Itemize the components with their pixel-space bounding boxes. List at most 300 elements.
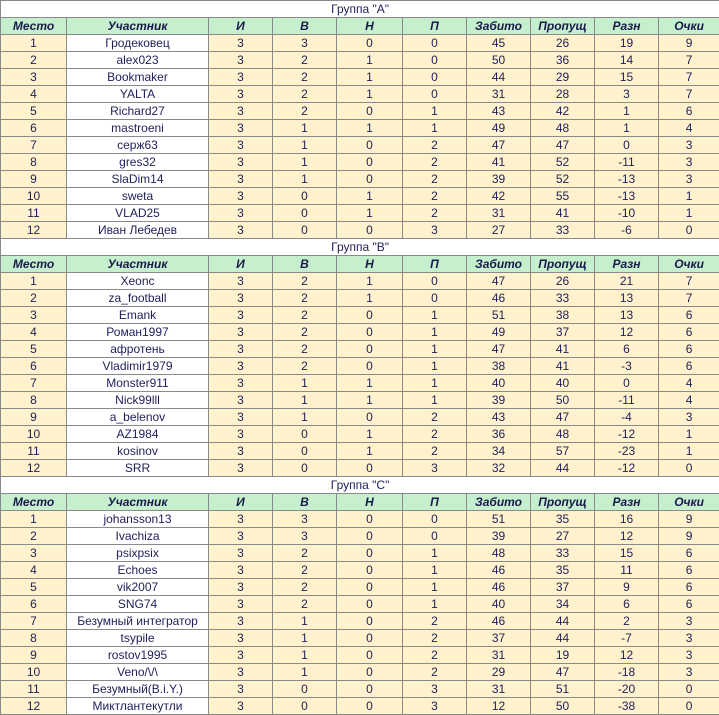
cell-participant: alex023: [67, 52, 209, 69]
cell-points: 7: [659, 273, 719, 290]
cell-won: 0: [273, 443, 337, 460]
cell-conceded: 48: [531, 120, 595, 137]
cell-place: 1: [1, 35, 67, 52]
cell-conceded: 51: [531, 681, 595, 698]
cell-conceded: 44: [531, 460, 595, 477]
cell-scored: 51: [467, 307, 531, 324]
table-row: [1, 511, 719, 528]
cell-lost: 2: [403, 647, 467, 664]
column-header-diff: Разн: [595, 494, 659, 511]
cell-place: 2: [1, 52, 67, 69]
cell-diff: 12: [595, 528, 659, 545]
column-header-conceded: Пропущ: [531, 494, 595, 511]
cell-played: 3: [209, 579, 273, 596]
cell-scored: 47: [467, 273, 531, 290]
table-row: [1, 426, 719, 443]
cell-diff: -6: [595, 222, 659, 239]
cell-place: 3: [1, 545, 67, 562]
cell-diff: -18: [595, 664, 659, 681]
cell-played: 3: [209, 647, 273, 664]
cell-conceded: 47: [531, 664, 595, 681]
column-header-participant: Участник: [67, 18, 209, 35]
cell-place: 9: [1, 647, 67, 664]
cell-drawn: 1: [337, 69, 403, 86]
cell-points: 3: [659, 154, 719, 171]
table-row: [1, 630, 719, 647]
cell-won: 2: [273, 52, 337, 69]
cell-played: 3: [209, 545, 273, 562]
cell-diff: 6: [595, 596, 659, 613]
cell-drawn: 0: [337, 324, 403, 341]
cell-lost: 2: [403, 188, 467, 205]
cell-scored: 31: [467, 647, 531, 664]
cell-played: 3: [209, 443, 273, 460]
column-header-won: В: [273, 18, 337, 35]
cell-diff: 9: [595, 579, 659, 596]
cell-participant: rostov1995: [67, 647, 209, 664]
table-row: [1, 69, 719, 86]
cell-conceded: 28: [531, 86, 595, 103]
cell-drawn: 0: [337, 341, 403, 358]
cell-won: 0: [273, 188, 337, 205]
cell-place: 7: [1, 613, 67, 630]
cell-points: 1: [659, 205, 719, 222]
cell-conceded: 50: [531, 392, 595, 409]
cell-conceded: 47: [531, 137, 595, 154]
cell-won: 2: [273, 86, 337, 103]
cell-participant: za_football: [67, 290, 209, 307]
cell-participant: sweta: [67, 188, 209, 205]
cell-lost: 2: [403, 664, 467, 681]
cell-played: 3: [209, 460, 273, 477]
table-row: [1, 86, 719, 103]
cell-lost: 1: [403, 120, 467, 137]
cell-played: 3: [209, 137, 273, 154]
cell-scored: 50: [467, 52, 531, 69]
cell-conceded: 33: [531, 222, 595, 239]
cell-scored: 49: [467, 324, 531, 341]
cell-drawn: 0: [337, 409, 403, 426]
column-header-place: Место: [1, 18, 67, 35]
cell-won: 2: [273, 307, 337, 324]
cell-diff: 0: [595, 375, 659, 392]
table-row: [1, 52, 719, 69]
cell-points: 1: [659, 426, 719, 443]
cell-drawn: 0: [337, 630, 403, 647]
cell-participant: vik2007: [67, 579, 209, 596]
cell-played: 3: [209, 290, 273, 307]
table-row: [1, 205, 719, 222]
cell-played: 3: [209, 222, 273, 239]
cell-points: 6: [659, 545, 719, 562]
cell-participant: Иван Лебедев: [67, 222, 209, 239]
cell-played: 3: [209, 375, 273, 392]
cell-conceded: 41: [531, 205, 595, 222]
table-row: [1, 579, 719, 596]
table-row: [1, 154, 719, 171]
cell-place: 5: [1, 579, 67, 596]
table-row: [1, 443, 719, 460]
cell-conceded: 34: [531, 596, 595, 613]
cell-scored: 31: [467, 205, 531, 222]
cell-participant: Миктлантекутли: [67, 698, 209, 715]
cell-diff: 15: [595, 545, 659, 562]
cell-lost: 2: [403, 613, 467, 630]
cell-diff: -12: [595, 426, 659, 443]
cell-participant: SRR: [67, 460, 209, 477]
column-header-diff: Разн: [595, 256, 659, 273]
cell-conceded: 29: [531, 69, 595, 86]
cell-participant: Роман1997: [67, 324, 209, 341]
cell-played: 3: [209, 86, 273, 103]
column-header-lost: П: [403, 18, 467, 35]
cell-drawn: 0: [337, 35, 403, 52]
header-row: [1, 494, 719, 511]
cell-conceded: 37: [531, 579, 595, 596]
cell-conceded: 26: [531, 35, 595, 52]
cell-conceded: 52: [531, 154, 595, 171]
cell-points: 7: [659, 86, 719, 103]
cell-drawn: 0: [337, 528, 403, 545]
cell-points: 9: [659, 528, 719, 545]
table-row: [1, 120, 719, 137]
cell-won: 2: [273, 273, 337, 290]
group-title: Группа "A": [1, 1, 719, 18]
cell-points: 3: [659, 171, 719, 188]
cell-played: 3: [209, 630, 273, 647]
cell-drawn: 0: [337, 613, 403, 630]
cell-conceded: 41: [531, 358, 595, 375]
cell-diff: -13: [595, 188, 659, 205]
column-header-points: Очки: [659, 18, 719, 35]
standings-body: [1, 1, 719, 715]
cell-drawn: 1: [337, 52, 403, 69]
cell-points: 6: [659, 579, 719, 596]
header-row: [1, 256, 719, 273]
cell-drawn: 0: [337, 460, 403, 477]
cell-drawn: 0: [337, 562, 403, 579]
cell-points: 6: [659, 562, 719, 579]
cell-won: 2: [273, 358, 337, 375]
cell-won: 1: [273, 120, 337, 137]
cell-participant: Ivachiza: [67, 528, 209, 545]
cell-conceded: 38: [531, 307, 595, 324]
cell-conceded: 33: [531, 545, 595, 562]
cell-place: 6: [1, 120, 67, 137]
cell-won: 1: [273, 630, 337, 647]
table-row: [1, 375, 719, 392]
column-header-scored: Забито: [467, 256, 531, 273]
cell-participant: Безумный(B.i.Y.): [67, 681, 209, 698]
table-row: [1, 647, 719, 664]
table-row: [1, 613, 719, 630]
cell-lost: 0: [403, 273, 467, 290]
cell-drawn: 0: [337, 171, 403, 188]
cell-played: 3: [209, 188, 273, 205]
cell-won: 1: [273, 154, 337, 171]
column-header-points: Очки: [659, 494, 719, 511]
cell-drawn: 0: [337, 307, 403, 324]
column-header-played: И: [209, 18, 273, 35]
cell-drawn: 0: [337, 154, 403, 171]
cell-scored: 46: [467, 290, 531, 307]
cell-place: 12: [1, 698, 67, 715]
cell-scored: 38: [467, 358, 531, 375]
cell-lost: 0: [403, 290, 467, 307]
cell-place: 9: [1, 409, 67, 426]
cell-participant: psixpsix: [67, 545, 209, 562]
cell-drawn: 1: [337, 375, 403, 392]
cell-drawn: 0: [337, 579, 403, 596]
cell-points: 0: [659, 698, 719, 715]
cell-diff: 1: [595, 120, 659, 137]
cell-scored: 42: [467, 188, 531, 205]
cell-conceded: 55: [531, 188, 595, 205]
cell-played: 3: [209, 307, 273, 324]
cell-drawn: 1: [337, 443, 403, 460]
cell-participant: YALTA: [67, 86, 209, 103]
cell-conceded: 41: [531, 341, 595, 358]
cell-drawn: 0: [337, 103, 403, 120]
cell-place: 10: [1, 426, 67, 443]
cell-played: 3: [209, 562, 273, 579]
cell-participant: Xeonc: [67, 273, 209, 290]
cell-participant: Monster911: [67, 375, 209, 392]
cell-place: 12: [1, 460, 67, 477]
cell-scored: 46: [467, 613, 531, 630]
cell-place: 2: [1, 290, 67, 307]
table-row: [1, 307, 719, 324]
cell-played: 3: [209, 171, 273, 188]
cell-conceded: 47: [531, 409, 595, 426]
cell-drawn: 1: [337, 188, 403, 205]
cell-won: 2: [273, 324, 337, 341]
cell-diff: 21: [595, 273, 659, 290]
cell-conceded: 52: [531, 171, 595, 188]
cell-drawn: 1: [337, 392, 403, 409]
cell-won: 0: [273, 681, 337, 698]
cell-won: 1: [273, 375, 337, 392]
cell-participant: johansson13: [67, 511, 209, 528]
cell-won: 0: [273, 460, 337, 477]
table-row: [1, 324, 719, 341]
cell-participant: kosinov: [67, 443, 209, 460]
cell-participant: Vladimir1979: [67, 358, 209, 375]
group-title: Группа "C": [1, 477, 719, 494]
group-title: Группа "B": [1, 239, 719, 256]
cell-participant: Гродековец: [67, 35, 209, 52]
table-row: [1, 35, 719, 52]
cell-participant: SlaDim14: [67, 171, 209, 188]
table-row: [1, 528, 719, 545]
cell-scored: 43: [467, 409, 531, 426]
cell-place: 5: [1, 103, 67, 120]
column-header-points: Очки: [659, 256, 719, 273]
cell-drawn: 1: [337, 426, 403, 443]
cell-won: 2: [273, 341, 337, 358]
cell-scored: 31: [467, 86, 531, 103]
cell-won: 2: [273, 69, 337, 86]
cell-won: 2: [273, 579, 337, 596]
cell-diff: 2: [595, 613, 659, 630]
cell-participant: Безумный интегратор: [67, 613, 209, 630]
cell-lost: 2: [403, 171, 467, 188]
cell-scored: 39: [467, 171, 531, 188]
cell-played: 3: [209, 324, 273, 341]
column-header-won: В: [273, 494, 337, 511]
cell-scored: 48: [467, 545, 531, 562]
cell-points: 4: [659, 120, 719, 137]
cell-lost: 0: [403, 52, 467, 69]
cell-won: 1: [273, 664, 337, 681]
cell-played: 3: [209, 358, 273, 375]
cell-place: 11: [1, 205, 67, 222]
cell-won: 2: [273, 545, 337, 562]
cell-scored: 43: [467, 103, 531, 120]
cell-played: 3: [209, 613, 273, 630]
cell-conceded: 35: [531, 511, 595, 528]
cell-lost: 0: [403, 511, 467, 528]
cell-scored: 49: [467, 120, 531, 137]
cell-drawn: 1: [337, 205, 403, 222]
cell-conceded: 37: [531, 324, 595, 341]
cell-diff: -7: [595, 630, 659, 647]
cell-place: 4: [1, 86, 67, 103]
cell-played: 3: [209, 426, 273, 443]
cell-participant: AZ1984: [67, 426, 209, 443]
column-header-drawn: Н: [337, 256, 403, 273]
cell-drawn: 0: [337, 358, 403, 375]
cell-participant: Emank: [67, 307, 209, 324]
column-header-lost: П: [403, 256, 467, 273]
cell-conceded: 44: [531, 613, 595, 630]
group-title-row: [1, 1, 719, 18]
cell-participant: Veno/\/\: [67, 664, 209, 681]
cell-drawn: 1: [337, 273, 403, 290]
cell-scored: 31: [467, 681, 531, 698]
cell-diff: -23: [595, 443, 659, 460]
cell-lost: 1: [403, 103, 467, 120]
cell-points: 6: [659, 324, 719, 341]
table-row: [1, 460, 719, 477]
table-row: [1, 664, 719, 681]
cell-scored: 39: [467, 528, 531, 545]
cell-scored: 47: [467, 137, 531, 154]
cell-diff: 12: [595, 647, 659, 664]
cell-place: 6: [1, 358, 67, 375]
cell-place: 7: [1, 137, 67, 154]
column-header-won: В: [273, 256, 337, 273]
column-header-conceded: Пропущ: [531, 18, 595, 35]
cell-place: 8: [1, 630, 67, 647]
cell-won: 0: [273, 222, 337, 239]
table-row: [1, 698, 719, 715]
cell-points: 9: [659, 35, 719, 52]
table-row: [1, 222, 719, 239]
cell-points: 6: [659, 596, 719, 613]
cell-scored: 37: [467, 630, 531, 647]
cell-place: 2: [1, 528, 67, 545]
header-row: [1, 18, 719, 35]
table-row: [1, 392, 719, 409]
cell-points: 7: [659, 69, 719, 86]
cell-scored: 45: [467, 35, 531, 52]
cell-played: 3: [209, 35, 273, 52]
cell-place: 10: [1, 664, 67, 681]
cell-won: 3: [273, 511, 337, 528]
cell-won: 2: [273, 562, 337, 579]
cell-drawn: 0: [337, 681, 403, 698]
cell-points: 3: [659, 409, 719, 426]
cell-points: 1: [659, 443, 719, 460]
cell-won: 1: [273, 613, 337, 630]
cell-scored: 27: [467, 222, 531, 239]
cell-points: 6: [659, 103, 719, 120]
cell-drawn: 0: [337, 596, 403, 613]
cell-diff: 11: [595, 562, 659, 579]
cell-points: 7: [659, 52, 719, 69]
cell-diff: -20: [595, 681, 659, 698]
cell-won: 1: [273, 392, 337, 409]
cell-lost: 3: [403, 460, 467, 477]
table-row: [1, 137, 719, 154]
cell-won: 3: [273, 528, 337, 545]
cell-participant: афротень: [67, 341, 209, 358]
cell-points: 3: [659, 647, 719, 664]
cell-points: 4: [659, 392, 719, 409]
group-title-row: [1, 239, 719, 256]
cell-drawn: 0: [337, 222, 403, 239]
cell-conceded: 35: [531, 562, 595, 579]
cell-played: 3: [209, 664, 273, 681]
cell-won: 1: [273, 647, 337, 664]
cell-scored: 40: [467, 596, 531, 613]
cell-place: 1: [1, 511, 67, 528]
cell-scored: 39: [467, 392, 531, 409]
cell-drawn: 0: [337, 137, 403, 154]
cell-drawn: 0: [337, 647, 403, 664]
cell-place: 12: [1, 222, 67, 239]
cell-diff: -12: [595, 460, 659, 477]
cell-lost: 1: [403, 545, 467, 562]
cell-participant: gres32: [67, 154, 209, 171]
cell-diff: 0: [595, 137, 659, 154]
column-header-participant: Участник: [67, 256, 209, 273]
cell-lost: 1: [403, 375, 467, 392]
cell-won: 2: [273, 103, 337, 120]
cell-lost: 2: [403, 137, 467, 154]
cell-lost: 1: [403, 392, 467, 409]
cell-lost: 2: [403, 426, 467, 443]
cell-place: 8: [1, 392, 67, 409]
column-header-drawn: Н: [337, 494, 403, 511]
cell-conceded: 40: [531, 375, 595, 392]
cell-played: 3: [209, 596, 273, 613]
cell-points: 4: [659, 375, 719, 392]
cell-participant: tsypile: [67, 630, 209, 647]
column-header-played: И: [209, 494, 273, 511]
table-row: [1, 171, 719, 188]
cell-diff: 15: [595, 69, 659, 86]
cell-lost: 2: [403, 154, 467, 171]
cell-conceded: 44: [531, 630, 595, 647]
cell-conceded: 42: [531, 103, 595, 120]
cell-participant: Bookmaker: [67, 69, 209, 86]
cell-points: 1: [659, 188, 719, 205]
cell-place: 10: [1, 188, 67, 205]
cell-diff: 1: [595, 103, 659, 120]
cell-scored: 36: [467, 426, 531, 443]
